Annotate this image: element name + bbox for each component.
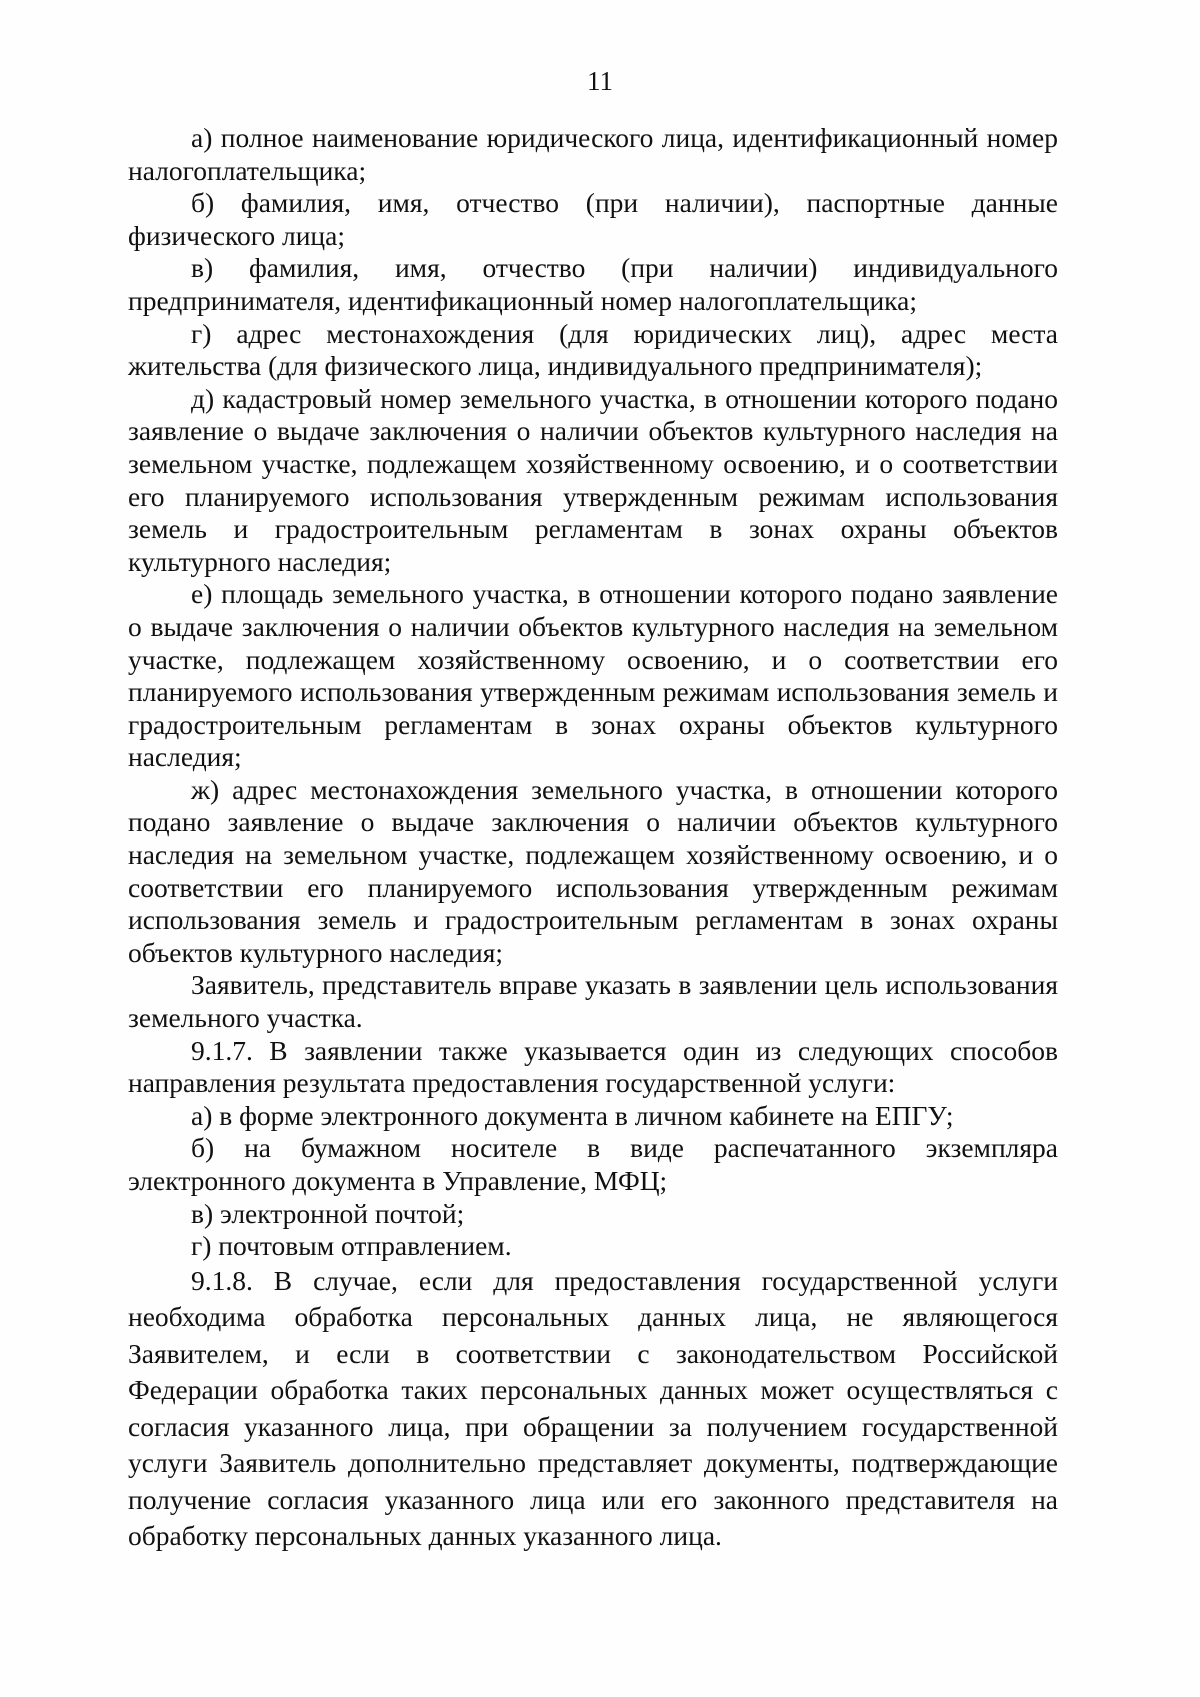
paragraph-method-g-post: г) почтовым отправлением.: [191, 1230, 512, 1262]
paragraph-e-land-area: е) площадь земельного участка, в отношении которого подано заявление о выдаче заключения о наличии объектов культурного наследия на земельном участке, подлежащем хозяйственному освоению, и о соответствии его планируемого использования утвержденным режимам использования земель и градостроительным регламентам в зонах охраны объектов культурного наследия;: [128, 578, 1058, 773]
paragraph-v-entrepreneur: в) фамилия, имя, отчество (при наличии) индивидуального предпринимателя, идентификационный номер налогоплательщика;: [128, 252, 1058, 316]
paragraph-d-cadastral-number: д) кадастровый номер земельного участка, в отношении которого подано заявление о выдаче заключения о наличии объектов культурного наследия на земельном участке, подлежащем хозяйственному освоению, и о соответствии его планируемого использования утвержденным режимам использования земель и градостроительным регламентам в зонах охраны объектов культурного наследия;: [128, 382, 1058, 577]
paragraph-a-legal-entity: а) полное наименование юридического лица, идентификационный номер налогоплательщика;: [128, 122, 1058, 186]
paragraph-g-address: г) адрес местонахождения (для юридических лиц), адрес места жительства (для физического лица, индивидуального предпринимателя);: [128, 317, 1058, 382]
paragraph-b-individual: б) фамилия, имя, отчество (при наличии), паспортные данные физического лица;: [128, 187, 1058, 251]
paragraph-zh-land-address: ж) адрес местонахождения земельного участка, в отношении которого подано заявление о выдаче заключения о наличии объектов культурного наследия на земельном участке, подлежащем хозяйственному освоению, и о соответствии его планируемого использования утвержденным режимам использования земель и градостроительным регламентам в зонах охраны объектов культурного наследия;: [128, 773, 1058, 968]
paragraph-9-1-8: 9.1.8. В случае, если для предоставления государственной услуги необходима обработка персональных данных лица, не являющегося Заявителем, и если в соответствии с законодательством Российской Федерации обработка таких персональных данных может осуществляться с согласия указанного лица, при обращении за получением государственной услуги Заявитель дополнительно представляет документы, подтверждающие получение согласия указанного лица или его законного представителя на обработку персональных данных указанного лица.: [128, 1264, 1058, 1552]
paragraph-method-v-email: в) электронной почтой;: [191, 1197, 465, 1229]
document-body: [128, 122, 1058, 1555]
paragraph-9-1-7: 9.1.7. В заявлении также указывается один из следующих способов направления результата предоставления государственной услуги:: [128, 1034, 1058, 1099]
paragraph-method-a-epgu: а) в форме электронного документа в личном кабинете на ЕПГУ;: [191, 1099, 954, 1131]
paragraph-method-b-paper: б) на бумажном носителе в виде распечатанного экземпляра электронного документа в Управление, МФЦ;: [128, 1132, 1058, 1196]
page-number: 11: [587, 66, 613, 96]
paragraph-applicant-purpose: Заявитель, представитель вправе указать в заявлении цель использования земельного участка.: [128, 969, 1058, 1034]
